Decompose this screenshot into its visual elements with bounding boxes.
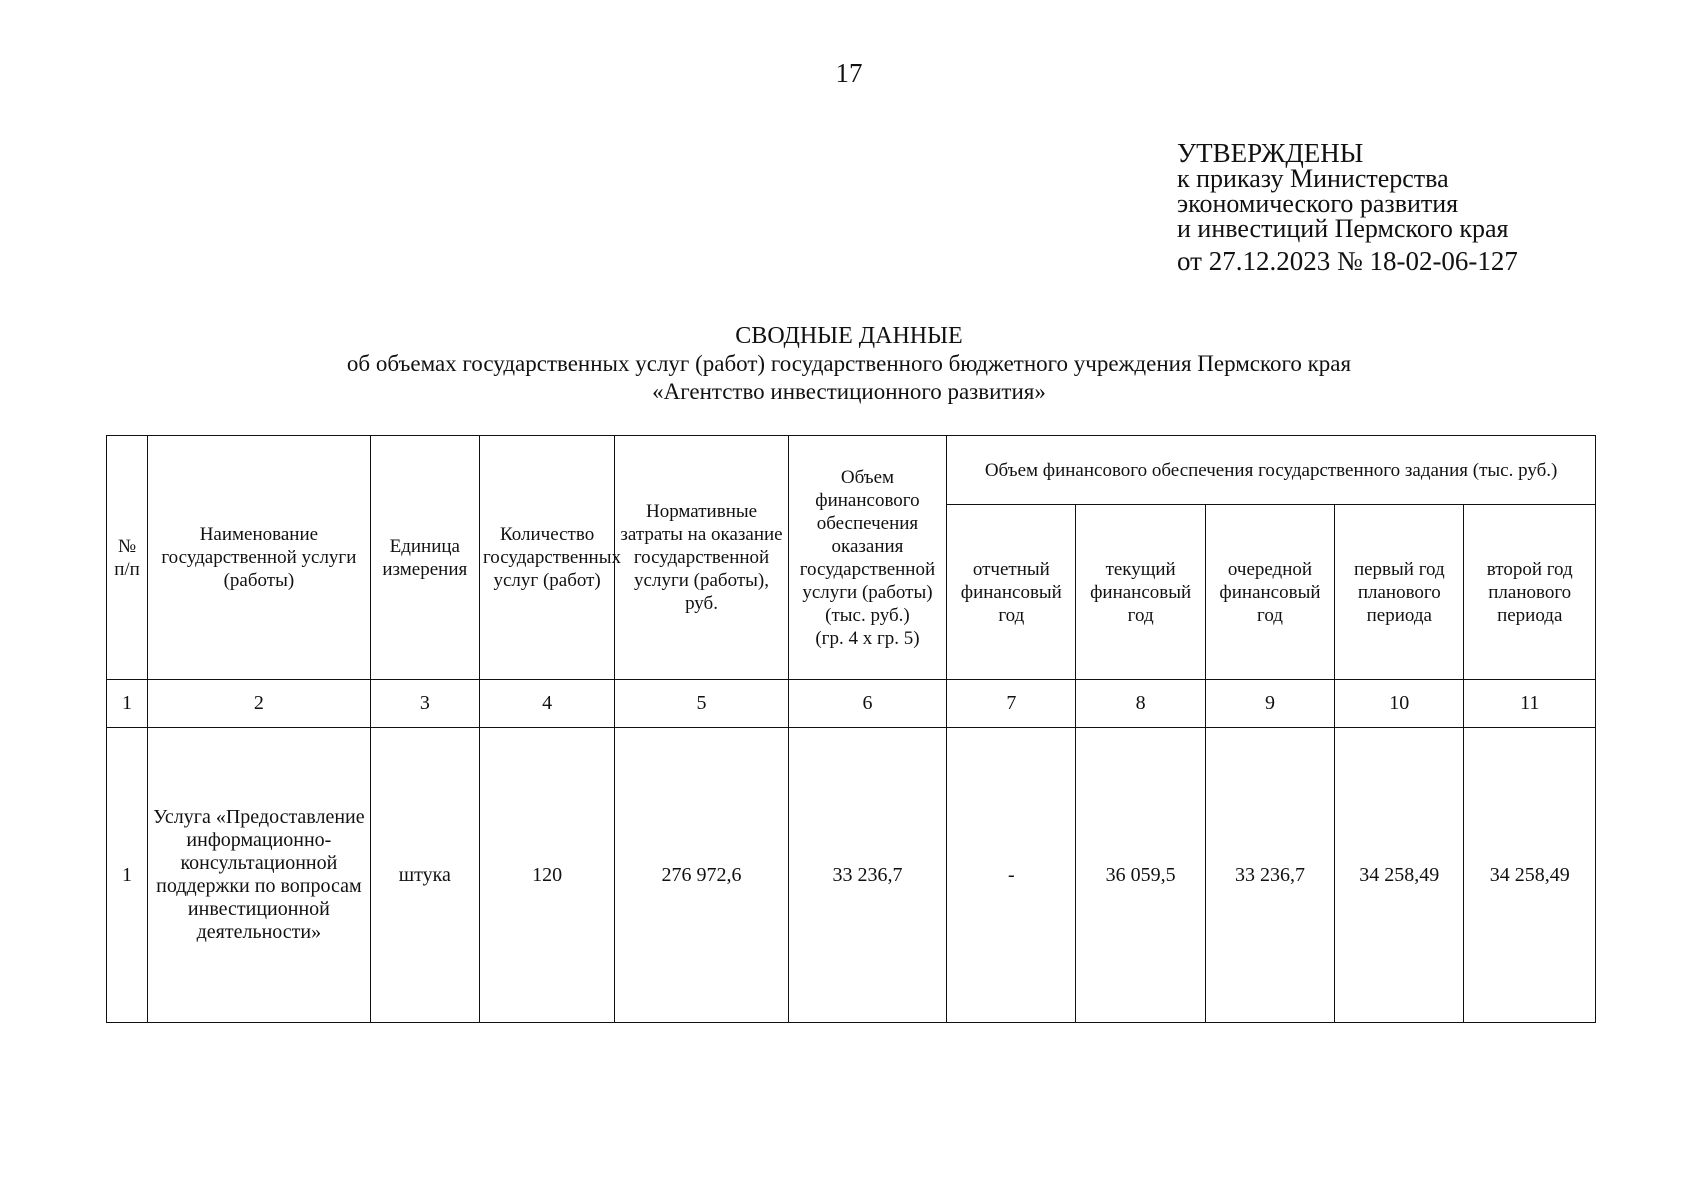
row-normative-costs: 276 972,6: [615, 728, 788, 1023]
document-title: СВОДНЫЕ ДАННЫЕ: [735, 323, 963, 349]
organization-name: «Агентство инвестиционного развития»: [652, 379, 1046, 404]
approval-line: и инвестиций Пермского края: [1177, 214, 1509, 243]
column-number: 7: [947, 680, 1076, 728]
row-next-year: 33 236,7: [1205, 728, 1334, 1023]
row-num: 1: [107, 728, 148, 1023]
header-volume-text: Объем финансового обеспечения оказания государственной услуги (работы) (тыс. руб.): [799, 466, 936, 626]
column-number: 9: [1205, 680, 1334, 728]
row-current-year: 36 059,5: [1076, 728, 1205, 1023]
header-next-year: очередной финансовый год: [1205, 505, 1334, 680]
row-plan-year-2: 34 258,49: [1464, 728, 1596, 1023]
header-current-year: текущий финансовый год: [1076, 505, 1205, 680]
column-number: 8: [1076, 680, 1205, 728]
column-number: 6: [788, 680, 946, 728]
document-subtitle: об объемах государственных услуг (работ) государственного бюджетного учреждения Пермского края: [346, 351, 1352, 376]
column-number: 1: [107, 680, 148, 728]
column-number: 11: [1464, 680, 1596, 728]
row-volume: 33 236,7: [788, 728, 946, 1023]
header-plan-year-1: первый год планового периода: [1335, 505, 1464, 680]
header-volume: [788, 436, 946, 680]
column-number: 3: [370, 680, 479, 728]
row-unit: штука: [370, 728, 479, 1023]
row-reporting-year: -: [947, 728, 1076, 1023]
header-num: № п/п: [107, 436, 148, 680]
row-plan-year-1: 34 258,49: [1335, 728, 1464, 1023]
header-quantity: Количество государственных услуг (работ): [479, 436, 614, 680]
header-group-financing: Объем финансового обеспечения государственного задания (тыс. руб.): [947, 436, 1596, 505]
row-service-name: Услуга «Предоставление информационно-консультационной поддержки по вопросам инвестиционной деятельности»: [148, 728, 371, 1023]
approval-line: экономического развития: [1177, 189, 1459, 218]
column-number: 2: [148, 680, 371, 728]
approval-date: от 27.12.2023 № 18-02-06-127: [1177, 246, 1518, 276]
header-unit: Единица измерения: [370, 436, 479, 680]
header-normative-costs: Нормативные затраты на оказание государственной услуги (работы), руб.: [615, 436, 788, 680]
page-number: 17: [835, 58, 863, 88]
table-header-row: [107, 436, 1596, 505]
header-service-name: Наименование государственной услуги (работы): [148, 436, 371, 680]
header-volume-formula: (гр. 4 х гр. 5): [815, 627, 920, 649]
header-reporting-year: отчетный финансовый год: [947, 505, 1076, 680]
summary-table: [106, 435, 1596, 1023]
approval-line: к приказу Министерства: [1177, 164, 1449, 193]
column-number: 5: [615, 680, 788, 728]
column-number: 10: [1335, 680, 1464, 728]
header-plan-year-2: второй год планового периода: [1464, 505, 1596, 680]
document-heading: [0, 322, 1698, 406]
column-number: 4: [479, 680, 614, 728]
column-number-row: [107, 680, 1596, 728]
table-row: [107, 728, 1596, 1023]
row-quantity: 120: [479, 728, 614, 1023]
approval-block: [1177, 138, 1518, 276]
approval-title: УТВЕРЖДЕНЫ: [1177, 138, 1364, 168]
